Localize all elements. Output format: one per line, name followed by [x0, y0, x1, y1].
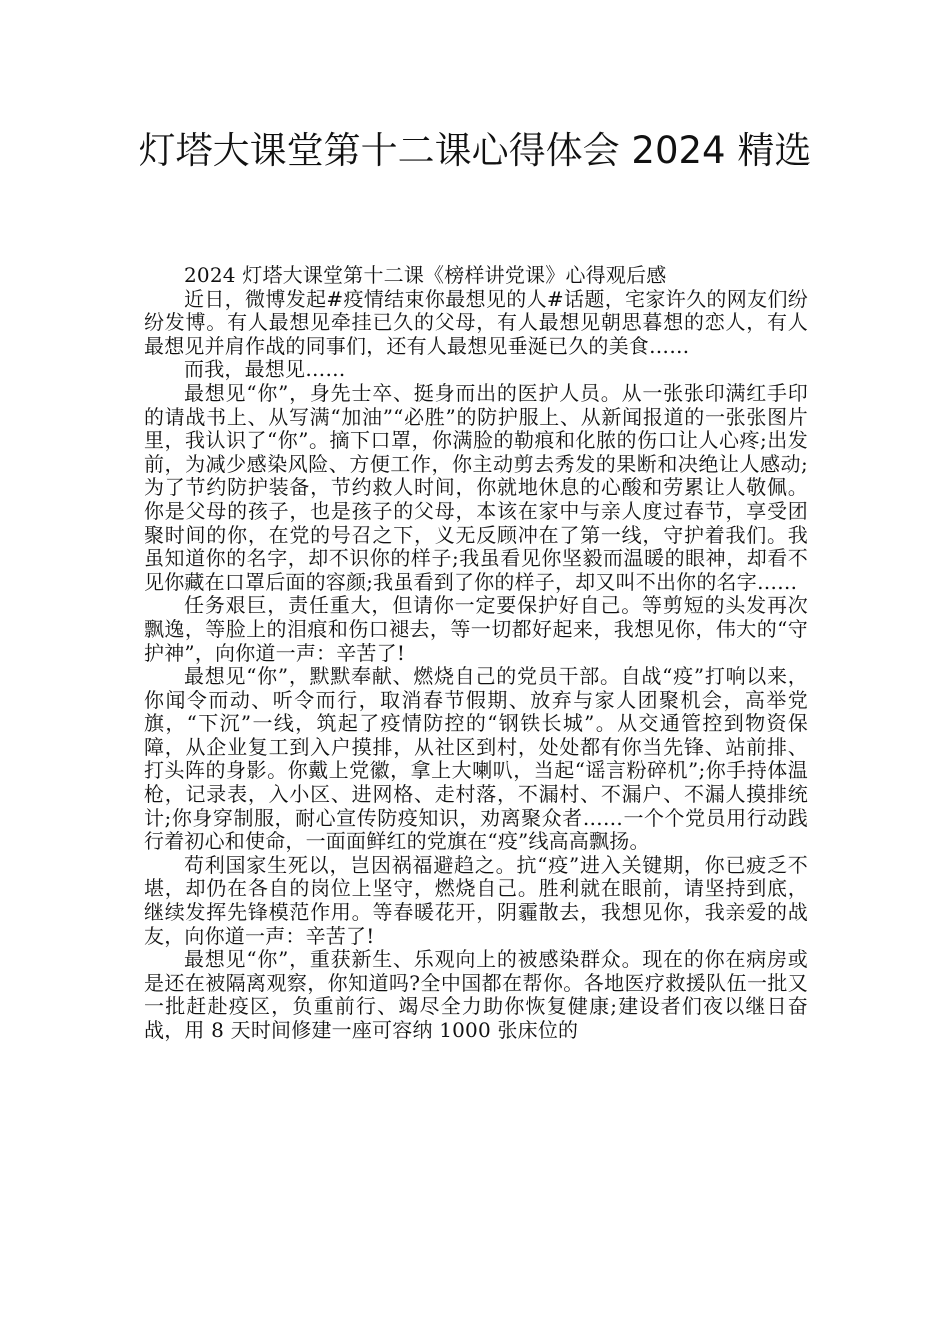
paragraph: 近日，微博发起#疫情结束你最想见的人#话题，宅家许久的网友们纷纷发博。有人最想见牵挂已久的父母，有人最想见朝思暮想的恋人，有人最想见并肩作战的同事们，还有人最想见垂涎已久的美食…… — [144, 286, 808, 358]
paragraph: 而我，最想见…… — [184, 357, 346, 382]
document-title: 灯塔大课堂第十二课心得体会 2024 精选 — [138, 129, 812, 172]
paragraph: 最想见“你”，默默奉献、燃烧自己的党员干部。自战“疫”打响以来，你闻令而动、听令而行，取消春节假期、放弃与家人团聚机会，高举党旗，“下沉”一线，筑起了疫情防控的“钢铁长城”。从交通管控到物资保障，从企业复工到入户摸排，从社区到村，处处都有你当先锋、站前排、打头阵的身影。你戴上党徽，拿上大喇叭，当起“谣言粉碎机”;你手持体温枪，记录表，入小区、进网格、走村落，不漏村、不漏户、不漏人摸排统计;你身穿制服，耐心宣传防疫知识，劝离聚众者……一个个党员用行动践行着初心和使命，一面面鲜红的党旗在“疫”线高高飘扬。 — [144, 664, 808, 854]
subtitle-line: 2024 灯塔大课堂第十二课《榜样讲党课》心得观后感 — [184, 263, 667, 287]
paragraph: 任务艰巨，责任重大，但请你一定要保护好自己。等剪短的头发再次飘逸，等脸上的泪痕和伤口褪去，等一切都好起来，我想见你，伟大的“守护神”，向你道一声：辛苦了! — [144, 593, 808, 665]
paragraph: 最想见“你”，身先士卒、挺身而出的医护人员。从一张张印满红手印的请战书上、从写满“加油”“必胜”的防护服上、从新闻报道的一张张图片里，我认识了“你”。摘下口罩，你满脸的勒痕和化脓的伤口让人心疼;出发前，为减少感染风险、方便工作，你主动剪去秀发的果断和决绝让人感动;为了节约防护装备，节约救人时间，你就地休息的心酸和劳累让人敬佩。你是父母的孩子，也是孩子的父母，本该在家中与亲人度过春节，享受团聚时间的你，在党的号召之下，义无反顾冲在了第一线，守护着我们。我虽知道你的名字，却不识你的样子;我虽看见你坚毅而温暖的眼神，却看不见你藏在口罩后面的容颜;我虽看到了你的样子，却又叫不出你的名字…… — [144, 380, 808, 594]
document-body — [144, 264, 808, 1043]
paragraph: 最想见“你”，重获新生、乐观向上的被感染群众。现在的你在病房或是还在被隔离观察，你知道吗?全中国都在帮你。各地医疗救援队伍一批又一批赶赴疫区，负重前行、竭尽全力助你恢复健康;建设者们夜以继日奋战，用 8 天时间修建一座可容纳 1000 张床位的 — [144, 947, 808, 1042]
paragraph: 苟利国家生死以，岂因祸福避趋之。抗“疫”进入关键期，你已疲乏不堪，却仍在各自的岗位上坚守，燃烧自己。胜利就在眼前，请坚持到底，继续发挥先锋模范作用。等春暖花开，阴霾散去，我想见你，我亲爱的战友，向你道一声：辛苦了! — [144, 852, 808, 948]
